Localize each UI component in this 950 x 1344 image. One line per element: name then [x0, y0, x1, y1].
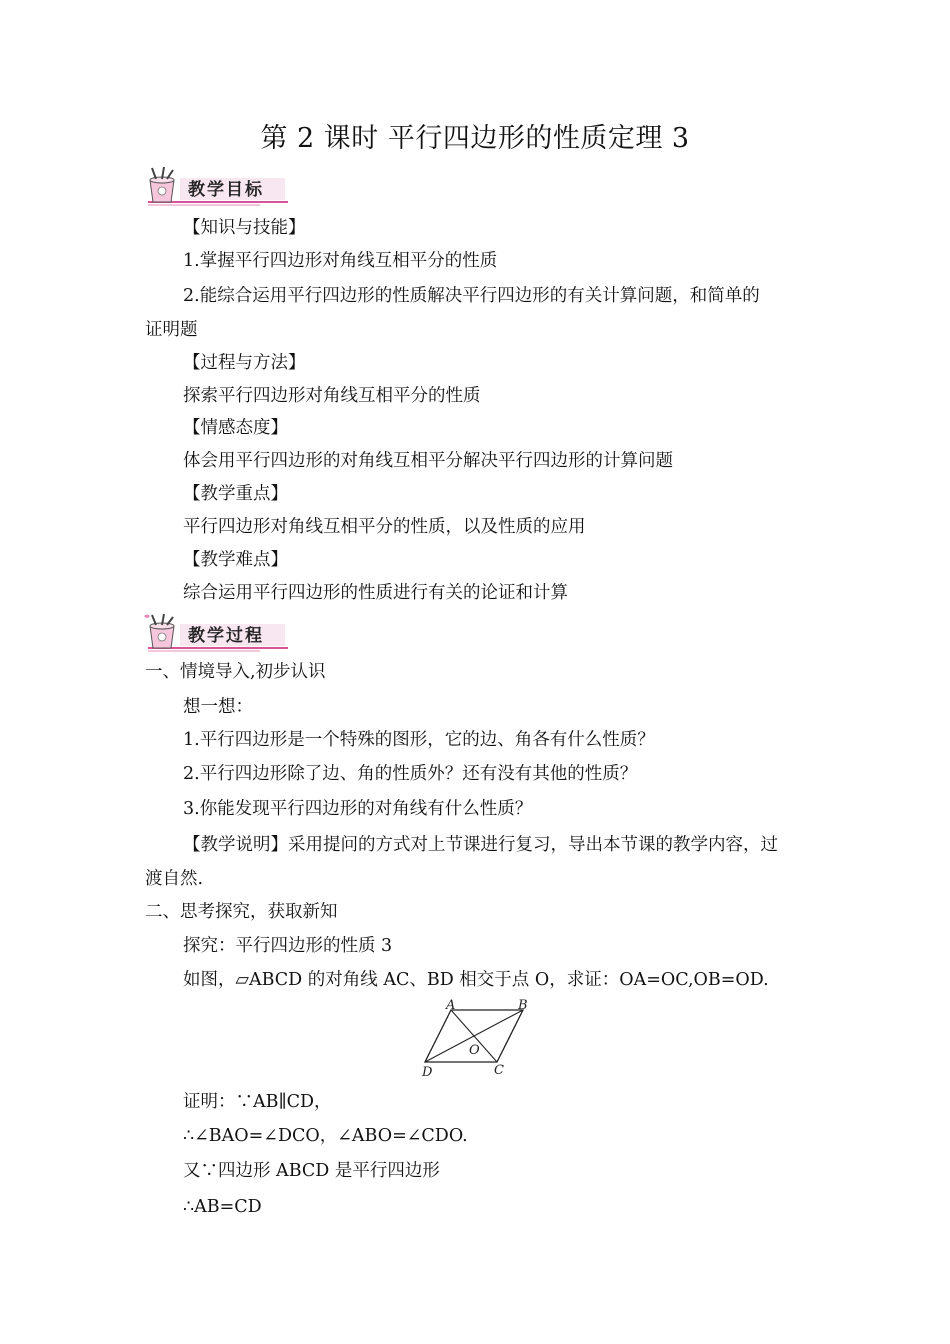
process-banner-label: 教学过程 [188, 626, 264, 646]
vertex-label-a: A [446, 998, 456, 1013]
key-point-heading: 【教学重点】 [183, 484, 288, 504]
parallelogram-figure [415, 998, 535, 1078]
proof-line-3: 又∵四边形 ABCD 是平行四边形 [183, 1161, 440, 1181]
knowledge-heading: 【知识与技能】 [183, 218, 306, 238]
objectives-banner [140, 166, 290, 210]
question-2: 2.平行四边形除了边、角的性质外？还有没有其他的性质？ [183, 764, 638, 784]
process-method-heading: 【过程与方法】 [183, 353, 306, 373]
process-method-text: 探索平行四边形对角线互相平分的性质 [183, 386, 481, 406]
proof-line-2: ∴∠BAO=∠DCO，∠ABO=∠CDO. [183, 1126, 468, 1146]
objectives-banner-label: 教学目标 [188, 180, 264, 200]
question-1: 1.平行四边形是一个特殊的图形，它的边、角各有什么性质？ [183, 730, 655, 750]
knowledge-item-2-cont: 证明题 [145, 320, 198, 340]
process-banner [140, 612, 290, 656]
emotion-heading: 【情感态度】 [183, 418, 288, 438]
key-point-text: 平行四边形对角线互相平分的性质，以及性质的应用 [183, 517, 586, 537]
question-3: 3.你能发现平行四边形的对角线有什么性质？ [183, 799, 533, 819]
explore-heading: 探究：平行四边形的性质 3 [183, 936, 393, 956]
teaching-note: 【教学说明】采用提问的方式对上节课进行复习，导出本节课的教学内容，过 [183, 835, 778, 855]
vertex-label-d: D [422, 1065, 433, 1078]
difficulty-heading: 【教学难点】 [183, 550, 288, 570]
problem-statement: 如图，▱ABCD 的对角线 AC、BD 相交于点 O，求证：OA=OC,OB=OD. [183, 970, 769, 990]
proof-line-1: 证明：∵AB∥CD， [183, 1092, 332, 1112]
emotion-text: 体会用平行四边形的对角线互相平分解决平行四边形的计算问题 [183, 451, 673, 471]
section-1-heading: 一、情境导入,初步认识 [145, 662, 326, 682]
knowledge-item-2: 2.能综合运用平行四边形的性质解决平行四边形的有关计算问题，和简单的 [183, 286, 760, 306]
page-title: 第 2 课时 平行四边形的性质定理 3 [260, 123, 690, 154]
vertex-label-b: B [518, 998, 528, 1013]
section-2-heading: 二、思考探究，获取新知 [145, 902, 338, 922]
difficulty-text: 综合运用平行四边形的性质进行有关的论证和计算 [183, 583, 568, 603]
knowledge-item-1: 1.掌握平行四边形对角线互相平分的性质 [183, 251, 498, 271]
teaching-note-cont: 渡自然. [145, 869, 204, 889]
vertex-label-c: C [494, 1063, 504, 1078]
center-label-o: O [469, 1043, 480, 1058]
proof-line-4: ∴AB=CD [183, 1197, 262, 1217]
think-prompt: 想一想： [183, 697, 253, 717]
